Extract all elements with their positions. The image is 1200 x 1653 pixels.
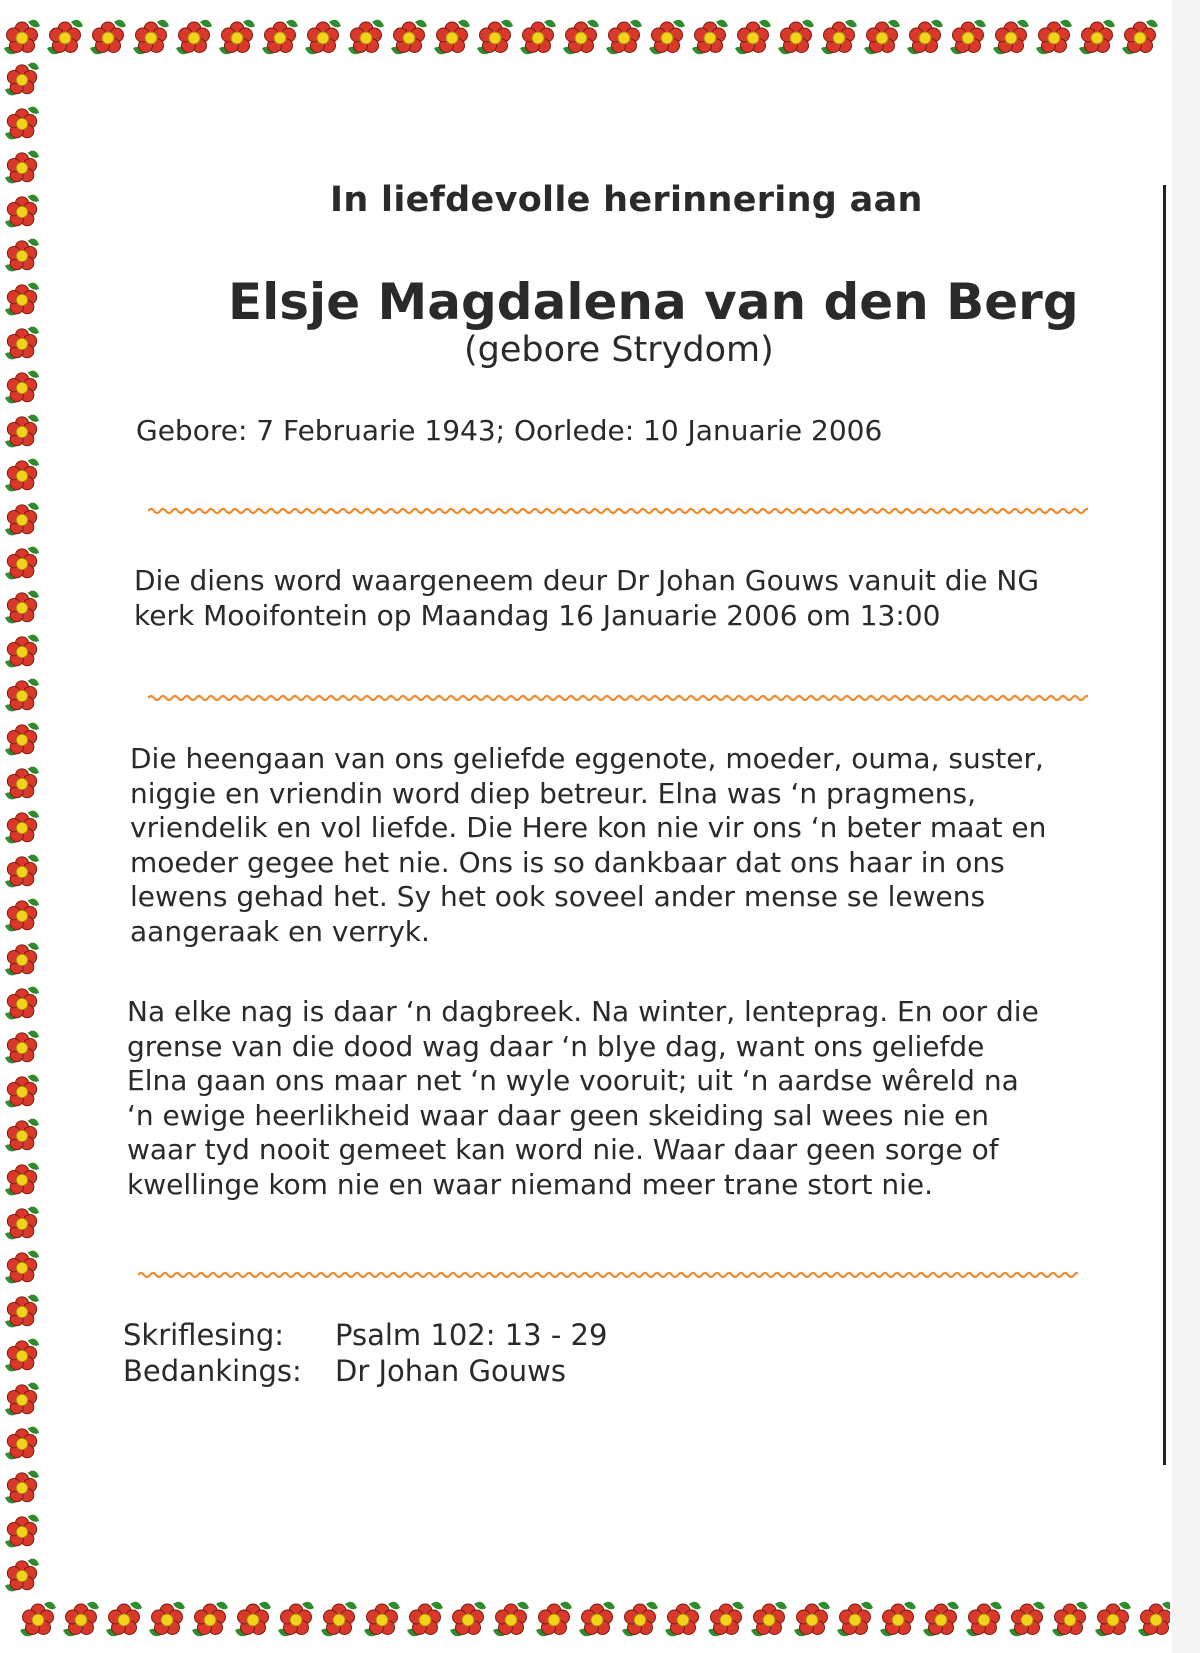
- tribute-line: Die heengaan van ons geliefde eggenote, moeder, ouma, suster,: [130, 742, 1044, 775]
- maiden-name: (gebore Strydom): [464, 330, 774, 370]
- flower-icon: [708, 1602, 744, 1637]
- flower-icon: [751, 1602, 787, 1637]
- flower-icon: [364, 1602, 400, 1637]
- flower-icon: [1122, 20, 1158, 55]
- tribute-line: aangeraak en verryk.: [130, 914, 430, 948]
- tribute-line: kwellinge kom nie en waar niemand meer trane stort nie.: [127, 1167, 934, 1201]
- flower-icon: [5, 283, 39, 316]
- service-credits: [123, 1317, 607, 1389]
- flower-icon: [149, 1602, 185, 1637]
- flower-border-bottom: [10, 1590, 1170, 1650]
- tribute-line: waar tyd nooit gemeet kan word nie. Waar daar geen sorge of: [127, 1133, 999, 1166]
- flower-icon: [923, 1602, 959, 1637]
- flower-icon: [966, 1602, 1002, 1637]
- flower-icon: [5, 1207, 39, 1240]
- flower-icon: [407, 1602, 443, 1637]
- flower-icon: [907, 20, 943, 55]
- flower-icon: [606, 20, 642, 55]
- flower-icon: [5, 855, 39, 888]
- flower-icon: [5, 107, 39, 140]
- flower-icon: [1052, 1602, 1088, 1637]
- flower-icon: [692, 20, 728, 55]
- flower-icon: [176, 20, 212, 55]
- flower-icon: [278, 1602, 314, 1637]
- flower-icon: [5, 679, 39, 712]
- flower-icon: [5, 1163, 39, 1196]
- flower-icon: [493, 1602, 529, 1637]
- flower-icon: [5, 547, 39, 580]
- birth-death-dates: Gebore: 7 Februarie 1943; Oorlede: 10 Januarie 2006: [136, 414, 883, 447]
- flower-icon: [5, 327, 39, 360]
- flower-icon: [1138, 1602, 1170, 1637]
- service-details: [134, 564, 1144, 633]
- flower-icon: [880, 1602, 916, 1637]
- flower-icon: [5, 1559, 39, 1592]
- flower-icon: [5, 1075, 39, 1108]
- flower-icon: [348, 20, 384, 55]
- flower-icon: [262, 20, 298, 55]
- flower-icon: [5, 943, 39, 976]
- flower-icon: [5, 415, 39, 448]
- flower-icon: [5, 1427, 39, 1460]
- flower-icon: [106, 1602, 142, 1637]
- flower-icon: [63, 1602, 99, 1637]
- flower-icon: [950, 20, 986, 55]
- tribute-line: niggie en vriendin word diep betreur. Elna was ‘n pragmens,: [130, 776, 976, 810]
- flower-icon: [665, 1602, 701, 1637]
- flower-icon: [5, 1031, 39, 1064]
- credit-label: Bedankings:: [123, 1354, 302, 1388]
- flower-icon: [5, 591, 39, 624]
- flower-icon: [536, 1602, 572, 1637]
- flower-icon: [520, 20, 556, 55]
- flower-icon: [579, 1602, 615, 1637]
- flower-icon: [993, 20, 1029, 55]
- tribute-line: moeder gegee het nie. Ons is so dankbaar dat ons haar in ons: [130, 845, 1005, 879]
- credit-value: Psalm 102: 13 - 29: [335, 1318, 608, 1352]
- flower-icon: [5, 1471, 39, 1504]
- flower-icon: [219, 20, 255, 55]
- flower-icon: [864, 20, 900, 55]
- flower-icon: [5, 371, 39, 404]
- flower-icon: [5, 811, 39, 844]
- flower-icon: [563, 20, 599, 55]
- flower-icon: [778, 20, 814, 55]
- flower-icon: [321, 1602, 357, 1637]
- memorial-heading: In liefdevolle herinnering aan: [330, 180, 923, 220]
- flower-icon: [235, 1602, 271, 1637]
- credit-label: Skriflesing:: [123, 1318, 285, 1352]
- deceased-name: Elsje Magdalena van den Berg: [228, 273, 1079, 331]
- flower-icon: [5, 723, 39, 756]
- flower-icon: [5, 987, 39, 1020]
- flower-icon: [391, 20, 427, 55]
- flower-icon: [1009, 1602, 1045, 1637]
- flower-icon: [5, 1383, 39, 1416]
- flower-icon: [5, 503, 39, 536]
- wavy-divider: [148, 690, 1088, 706]
- flower-border-left: [0, 40, 46, 1610]
- tribute-line: Na elke nag is daar ‘n dagbreek. Na winter, lenteprag. En oor die: [127, 995, 1039, 1028]
- flower-icon: [622, 1602, 658, 1637]
- flower-icon: [5, 899, 39, 932]
- flower-icon: [5, 1251, 39, 1284]
- flower-icon: [5, 767, 39, 800]
- flower-icon: [821, 20, 857, 55]
- credit-row-thanks: [123, 1353, 607, 1389]
- flower-icon: [192, 1602, 228, 1637]
- tribute-line: grense van die dood wag daar ‘n blye dag, want ons geliefde: [127, 1029, 985, 1063]
- flower-border-top: [0, 0, 1170, 68]
- flower-icon: [1095, 1602, 1131, 1637]
- tribute-line: ‘n ewige heerlikheid waar daar geen skeiding sal wees nie en: [127, 1098, 989, 1132]
- flower-icon: [837, 1602, 873, 1637]
- flower-icon: [5, 63, 39, 96]
- flower-icon: [477, 20, 513, 55]
- flower-icon: [90, 20, 126, 55]
- flower-icon: [794, 1602, 830, 1637]
- flower-icon: [5, 151, 39, 184]
- tribute-line: Elna gaan ons maar net ‘n wyle vooruit; uit ‘n aardse wêreld na: [127, 1064, 1019, 1097]
- credit-value: Dr Johan Gouws: [335, 1354, 566, 1388]
- flower-icon: [450, 1602, 486, 1637]
- service-line: kerk Mooifontein op Maandag 16 Januarie 2006 om 13:00: [134, 598, 941, 632]
- flower-icon: [5, 1339, 39, 1372]
- credit-row-scripture: [123, 1317, 607, 1353]
- flower-icon: [735, 20, 771, 55]
- flower-icon: [47, 20, 83, 55]
- flower-icon: [649, 20, 685, 55]
- wavy-divider: [138, 1267, 1078, 1283]
- flower-icon: [5, 1515, 39, 1548]
- tribute-line: lewens gehad het. Sy het ook soveel ander mense se lewens: [130, 880, 986, 913]
- service-line: Die diens word waargeneem deur Dr Johan Gouws vanuit die NG: [134, 564, 1040, 597]
- flower-icon: [5, 1119, 39, 1152]
- flower-icon: [1036, 20, 1072, 55]
- flower-icon: [133, 20, 169, 55]
- flower-icon: [434, 20, 470, 55]
- flower-icon: [5, 195, 39, 228]
- tribute-paragraph-2: [127, 995, 1167, 1202]
- tribute-line: vriendelik en vol liefde. Die Here kon nie vir ons ‘n beter maat en: [130, 811, 1047, 844]
- flower-icon: [20, 1602, 56, 1637]
- flower-icon: [305, 20, 341, 55]
- tribute-paragraph-1: [130, 742, 1170, 949]
- page-edge: [1172, 0, 1200, 1653]
- flower-icon: [5, 1295, 39, 1328]
- flower-icon: [5, 459, 39, 492]
- flower-icon: [1079, 20, 1115, 55]
- flower-icon: [5, 239, 39, 272]
- wavy-divider: [148, 503, 1088, 519]
- flower-icon: [5, 635, 39, 668]
